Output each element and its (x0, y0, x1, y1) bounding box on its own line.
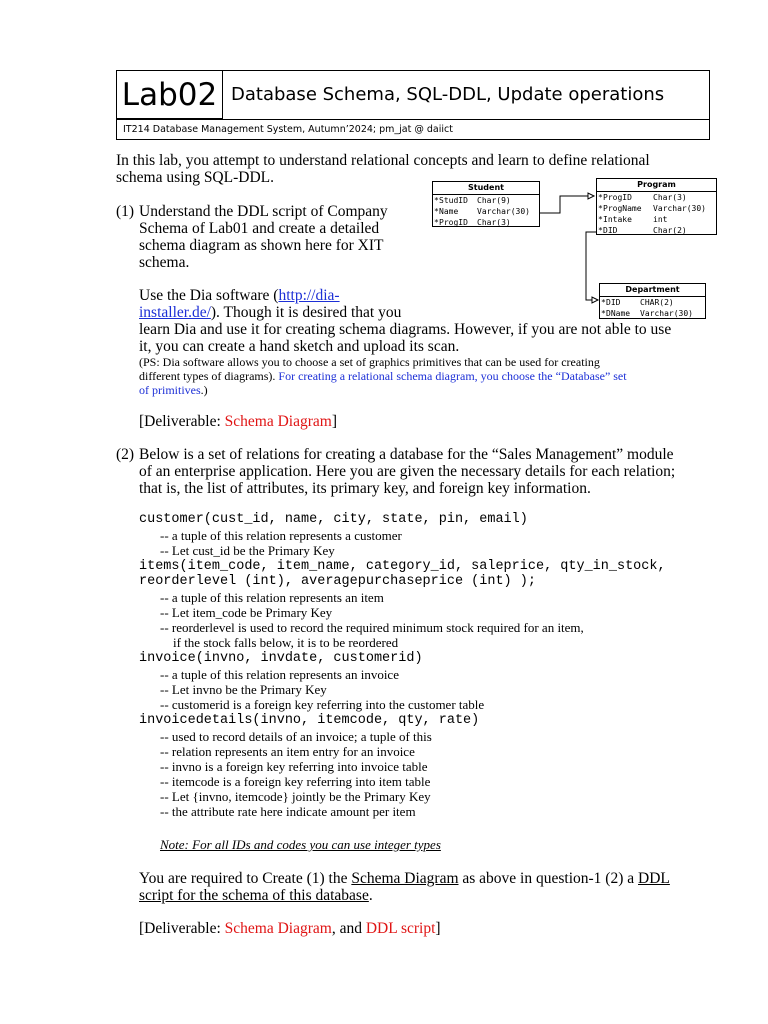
table-row: * StudID Char(9) (434, 196, 511, 205)
relation-code: customer(cust_id, name, city, state, pin, email) (139, 512, 528, 527)
dia-text: Use the Dia software ( (139, 287, 279, 304)
q1-line: schema. (139, 254, 190, 271)
requirement-highlight: script for the schema of this database (139, 887, 369, 904)
fk-arrow-head (592, 297, 598, 303)
relation-note: -- a tuple of this relation represents an invoice (160, 667, 399, 682)
dia-paragraph-line: learn Dia and use it for creating schema diagrams. However, if you are not able to use (139, 321, 672, 338)
ps-text: different types of diagrams). (139, 369, 279, 383)
intro-line-1: In this lab, you attempt to understand relational concepts and learn to define relational (116, 152, 650, 169)
requirement-highlight: Schema Diagram (351, 870, 459, 887)
ps-highlight: of primitives (139, 383, 201, 397)
table-row: * ProgID Char(3) (434, 218, 511, 227)
requirement-text: as above in question-1 (2) a (458, 870, 639, 887)
q2-line: of an enterprise application. Here you are given the necessary details for each relation; (139, 463, 676, 480)
deliverable-sep: , and (331, 920, 366, 937)
integer-type-note: Note: For all IDs and codes you can use integer types (160, 837, 441, 852)
ps-highlight: For creating a relational schema diagram, you choose the “Database” set (278, 369, 627, 383)
q2-line: Below is a set of relations for creating a database for the “Sales Management” module (139, 446, 674, 463)
q1-line: schema diagram as shown here for XIT (139, 237, 384, 254)
relation-note: -- a tuple of this relation represents an item (160, 590, 384, 605)
relation-note: -- itemcode is a foreign key referring into item table (160, 774, 431, 789)
requirement-text: . (368, 887, 373, 904)
relation-note: -- relation represents an item entry for an invoice (160, 744, 415, 759)
fk-arrow-head (588, 193, 594, 199)
deliverable-close: ] (331, 413, 337, 430)
relation-note: -- Let {invno, itemcode} jointly be the Primary Key (160, 789, 431, 804)
lab-code: Lab02 (117, 71, 223, 119)
relation-code: items(item_code, item_name, category_id, saleprice, qty_in_stock, (139, 559, 666, 574)
requirement-text: You are required to Create (1) the (139, 870, 352, 887)
q1-line: Schema of Lab01 and create a detailed (139, 220, 380, 237)
relation-note: -- Let invno be the Primary Key (160, 682, 327, 697)
relation-note: -- Let cust_id be the Primary Key (160, 543, 335, 558)
q1-number: (1) (116, 203, 135, 220)
deliverable-close: ] (435, 920, 441, 937)
department-table (599, 283, 706, 319)
relation-note: -- reorderlevel is used to record the required minimum stock required for an item, (160, 620, 584, 635)
q2-number: (2) (116, 446, 135, 463)
deliverable-item: DDL script (365, 920, 436, 937)
dia-link[interactable]: http://dia- (278, 287, 340, 304)
requirement-highlight: DDL (638, 870, 670, 887)
q1-line: Understand the DDL script of Company (139, 203, 388, 220)
table-row: * DID Char(2) (598, 226, 687, 235)
deliverable-item: Schema Diagram (224, 920, 332, 937)
relation-code: invoice(invno, invdate, customerid) (139, 651, 423, 666)
requirement-line-2 (139, 887, 373, 904)
table-row: * DID CHAR(2) (601, 298, 674, 307)
table-title: Department (600, 284, 705, 297)
table-row: * Name Varchar(30) (434, 207, 530, 216)
relation-note: -- customerid is a foreign key referring into the customer table (160, 697, 485, 712)
fk-connector-did (586, 232, 600, 300)
q2-line: that is, the list of attributes, its primary key, and foreign key information. (139, 480, 591, 497)
dia-paragraph-line: it, you can create a hand sketch and upload its scan. (139, 338, 460, 355)
lab-title: Database Schema, SQL-DDL, Update operations (231, 84, 665, 105)
table-row: * Intake int (598, 215, 668, 224)
table-row: * ProgName Varchar(30) (598, 204, 706, 213)
deliverable-item: Schema Diagram (224, 413, 332, 430)
program-table (596, 178, 717, 235)
deliverable-label: [Deliverable: (139, 413, 225, 430)
student-table (432, 181, 540, 227)
q2-deliverable (139, 920, 441, 937)
dia-link[interactable]: installer.de/ (139, 304, 211, 321)
relation-code: invoicedetails(invno, itemcode, qty, rate) (139, 713, 480, 728)
relation-note: if the stock falls below, it is to be reordered (160, 635, 399, 650)
relation-code: reorderlevel (int), averagepurchaseprice (int) ); (139, 574, 536, 589)
dia-text: ). Though it is desired that you (210, 304, 402, 321)
relation-note: -- Let item_code be Primary Key (160, 605, 333, 620)
relation-note: -- used to record details of an invoice; a tuple of this (160, 729, 432, 744)
intro-line-2: schema using SQL-DDL. (116, 169, 274, 186)
table-row: * DName Varchar(30) (601, 309, 693, 318)
deliverable-label: [Deliverable: (139, 920, 225, 937)
ps-text: .) (200, 383, 208, 397)
table-row: * ProgID Char(3) (598, 193, 687, 202)
ps-note-line-1: (PS: Dia software allows you to choose a set of graphics primitives that can be used for creating (139, 355, 600, 369)
requirement-line-1 (139, 870, 670, 887)
relation-note: -- invno is a foreign key referring into invoice table (160, 759, 428, 774)
course-info: IT214 Database Management System, Autumn’2024; pm_jat @ daiict (123, 124, 453, 135)
table-title: Program (597, 179, 716, 192)
relation-note: -- the attribute rate here indicate amount per item (160, 804, 416, 819)
fk-connector-progid (540, 196, 594, 213)
relation-note: -- a tuple of this relation represents a customer (160, 528, 402, 543)
table-title: Student (433, 182, 539, 195)
